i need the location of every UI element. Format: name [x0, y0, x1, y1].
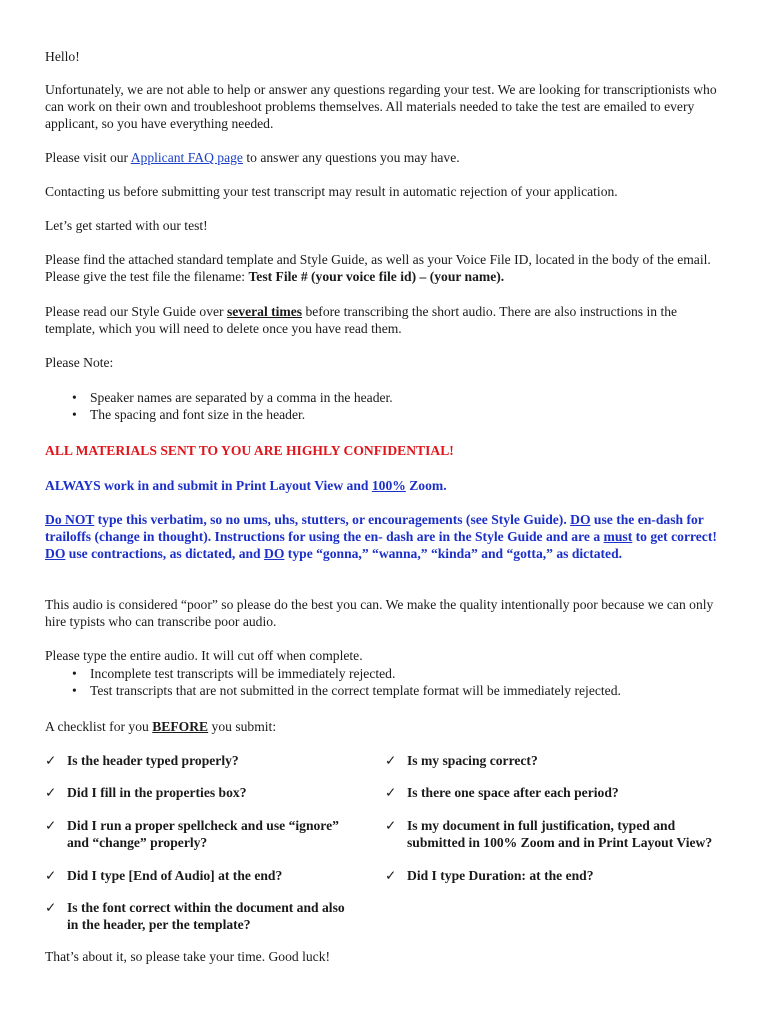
do-emphasis: DO: [45, 546, 66, 561]
checklist-item-text: Did I run a proper spellcheck and use “ignore” and “change” properly?: [67, 818, 339, 850]
list-item: • The spacing and font size in the header.: [90, 406, 730, 423]
checklist-item-text: Is the header typed properly?: [67, 753, 239, 768]
several-times-emphasis: several times: [226, 304, 303, 319]
attached-paragraph: [45, 251, 725, 285]
checklist-item: [385, 817, 725, 851]
confidential-warning: ALL MATERIALS SENT TO YOU ARE HIGHLY CONFIDENTIAL!: [45, 443, 454, 458]
checkmark-icon: ✓: [45, 785, 57, 800]
checklist-item-text: Is the font correct within the document and also in the header, per the template?: [67, 900, 345, 932]
must-emphasis: must: [603, 529, 633, 544]
verbatim-instructions: [45, 511, 725, 562]
faq-paragraph: [45, 149, 725, 166]
list-item: • Speaker names are separated by a comma in the header.: [90, 389, 730, 406]
checkmark-icon: ✓: [385, 785, 397, 800]
applicant-faq-link[interactable]: Applicant FAQ page: [130, 150, 243, 165]
rejections-list: [45, 665, 730, 699]
style-guide-paragraph: [45, 303, 725, 337]
entire-audio-paragraph: Please type the entire audio. It will cut off when complete.: [45, 648, 363, 663]
list-item: • Test transcripts that are not submitted in the correct template format will be immediately rejected.: [90, 682, 730, 699]
layout-instruction: [45, 477, 725, 494]
checklist-item-text: Did I type Duration: at the end?: [407, 868, 594, 883]
do-emphasis: DO: [570, 512, 591, 527]
verbatim-text: use contractions, as dictated, and: [65, 546, 265, 561]
verbatim-text: to get correct!: [632, 529, 717, 544]
do-emphasis: DO: [264, 546, 285, 561]
checklist-item-text: Is my spacing correct?: [407, 753, 538, 768]
notes-list: [45, 389, 730, 423]
style-guide-before: Please read our Style Guide over: [45, 304, 227, 319]
layout-before: ALWAYS work in and submit in Print Layout View and: [45, 478, 372, 493]
checklist-item: [385, 752, 725, 769]
checklist-item: [45, 899, 345, 933]
intro-paragraph: Unfortunately, we are not able to help or answer any questions regarding your test. We are looking for transcriptionists who can work on their own and troubleshoot problems themselves. All materials needed to take the test are emailed to every applicant, so you have everything needed.: [45, 82, 717, 131]
checklist-intro: [45, 718, 725, 735]
checklist-item: [385, 867, 725, 884]
lets-start-paragraph: Let’s get started with our test!: [45, 218, 208, 233]
verbatim-text: type this verbatim, so no ums, uhs, stutters, or encouragements (see Style Guide).: [94, 512, 571, 527]
checkmark-icon: ✓: [385, 753, 397, 768]
faq-before-text: Please visit our: [45, 150, 131, 165]
checkmark-icon: ✓: [45, 868, 57, 883]
checklist-item: [45, 784, 345, 801]
list-item: • Incomplete test transcripts will be immediately rejected.: [90, 665, 730, 682]
filename-format: Test File # (your voice file id) – (your name).: [248, 269, 505, 284]
checklist-item-text: Did I type [End of Audio] at the end?: [67, 868, 283, 883]
attached-text: Please find the attached standard template and Style Guide, as well as your Voice File ID, located in the body of the email. Please give the test file the filename:: [45, 252, 711, 284]
layout-after: Zoom.: [405, 478, 447, 493]
do-not-emphasis: Do NOT: [45, 512, 95, 527]
checklist-item: [45, 867, 345, 884]
style-guide-after: before transcribing the short audio. There are also instructions in the template, which you will need to delete once you have read them.: [45, 304, 678, 336]
checklist-item: [45, 817, 345, 851]
checklist-item-text: Is there one space after each period?: [407, 785, 619, 800]
checkmark-icon: ✓: [385, 818, 397, 833]
zoom-emphasis: 100%: [371, 478, 406, 493]
checkmark-icon: ✓: [45, 753, 57, 768]
greeting: Hello!: [45, 49, 80, 64]
checkmark-icon: ✓: [45, 900, 57, 915]
verbatim-text: use the en-dash for trailoffs (change in thought). Instructions for using the en- dash are in the Style Guide and are a: [45, 512, 704, 544]
verbatim-text: type “gonna,” “wanna,” “kinda” and “gotta,” as dictated.: [284, 546, 623, 561]
checklist-intro-after: you submit:: [208, 719, 277, 734]
poor-audio-paragraph: This audio is considered “poor” so please do the best you can. We make the quality intentionally poor because we can only hire typists who can transcribe poor audio.: [45, 597, 714, 629]
checklist-item-text: Is my document in full justification, typed and submitted in 100% Zoom and in Print Layout View?: [407, 818, 713, 850]
before-emphasis: BEFORE: [152, 719, 209, 734]
checklist-item: [45, 752, 345, 769]
checkmark-icon: ✓: [385, 868, 397, 883]
checklist-item: [385, 784, 725, 801]
closing-line: That’s about it, so please take your time. Good luck!: [45, 949, 331, 964]
faq-after-text: to answer any questions you may have.: [242, 150, 460, 165]
checklist-intro-before: A checklist for you: [45, 719, 153, 734]
checkmark-icon: ✓: [45, 818, 57, 833]
contacting-paragraph: Contacting us before submitting your test transcript may result in automatic rejection of your application.: [45, 184, 618, 199]
checklist-item-text: Did I fill in the properties box?: [67, 785, 247, 800]
please-note-label: Please Note:: [45, 355, 114, 370]
